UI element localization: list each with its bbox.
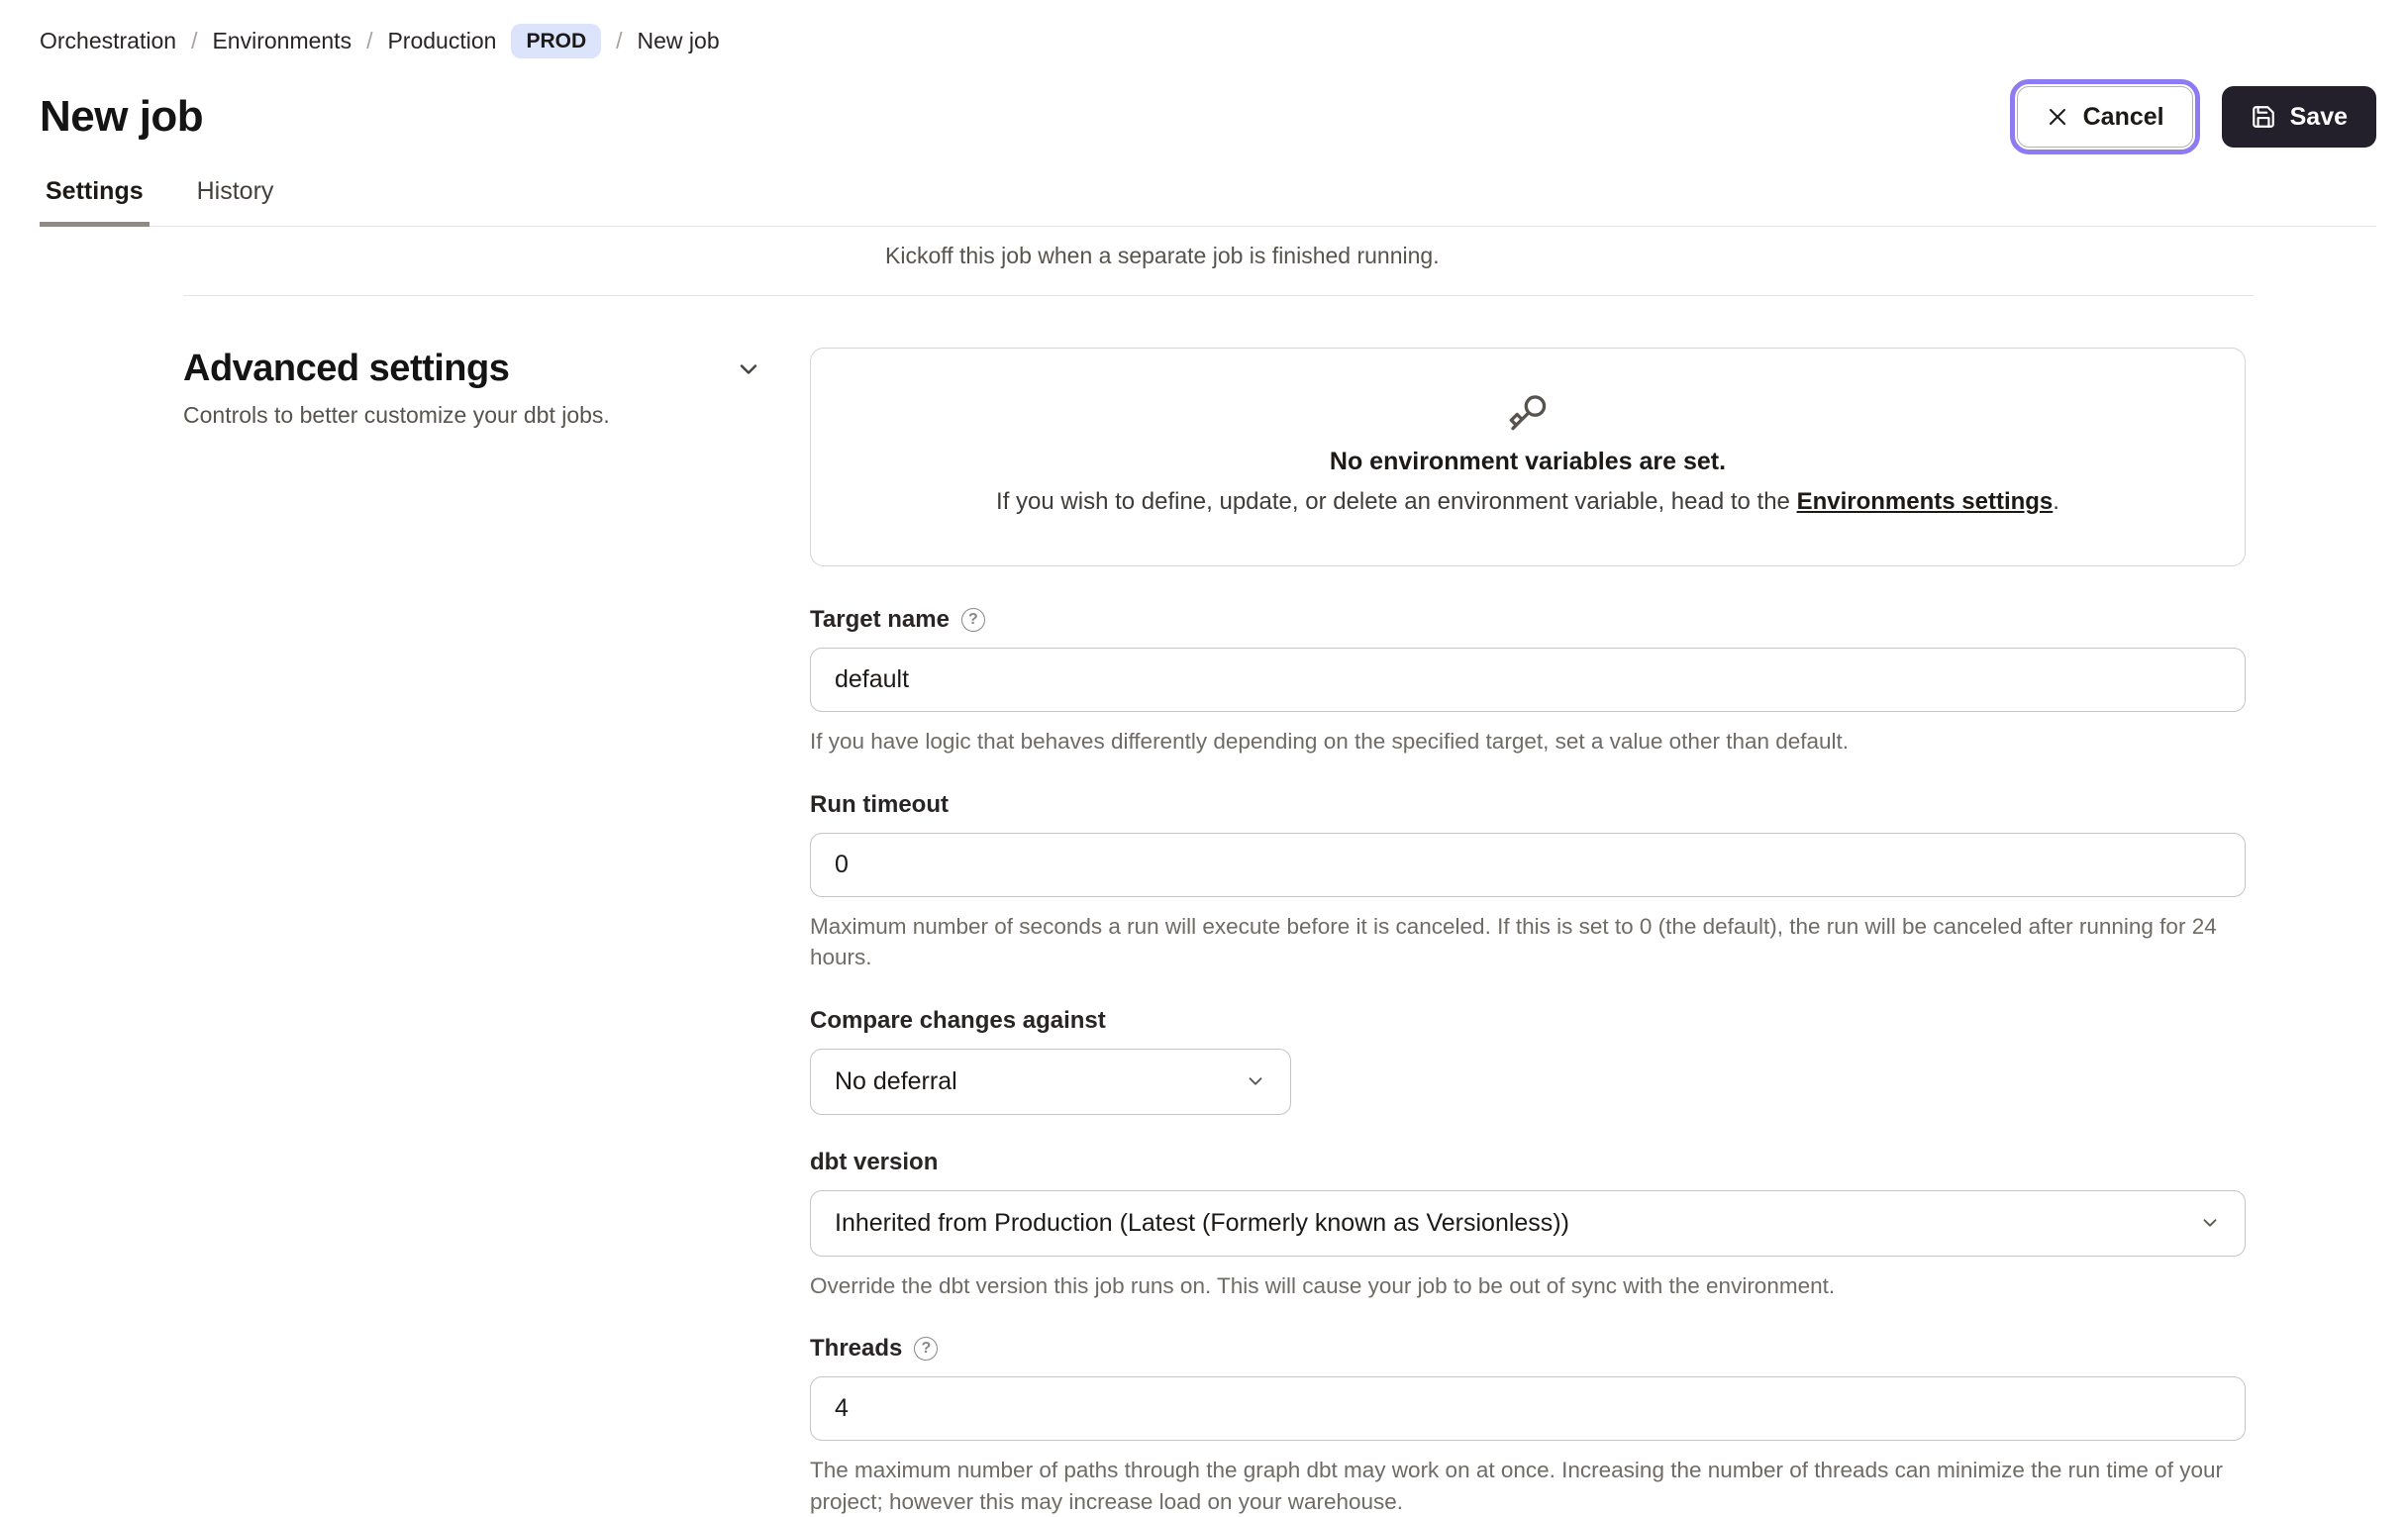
target-name-label: Target name	[810, 606, 950, 633]
breadcrumb-environments[interactable]: Environments	[212, 28, 352, 53]
chevron-down-icon	[1245, 1070, 1266, 1092]
advanced-settings-title: Advanced settings	[183, 348, 510, 389]
advanced-settings-form	[810, 348, 2246, 1517]
title-row	[40, 86, 2376, 148]
target-name-input[interactable]	[810, 648, 2246, 712]
run-timeout-help: Maximum number of seconds a run will execute before it is canceled. If this is set to 0 (the default), the run will be canceled after running for 24 hours.	[810, 913, 2217, 969]
tab-history[interactable]: History	[196, 177, 274, 205]
advanced-settings-description: Controls to better customize your dbt jobs.	[183, 402, 610, 428]
breadcrumb-separator: /	[366, 28, 373, 53]
target-name-help: If you have logic that behaves differently depending on the specified target, set a value other than default.	[810, 729, 1850, 754]
breadcrumb-separator: /	[616, 28, 623, 53]
advanced-settings-section	[183, 348, 2408, 1517]
threads-help: The maximum number of paths through the graph dbt may work on at once. Increasing the number of threads can minimize the run time of your project; however this may increase load on your warehouse.	[810, 1458, 2223, 1514]
breadcrumb-production[interactable]: Production	[387, 28, 497, 53]
settings-content	[0, 243, 2408, 1517]
dbt-version-label: dbt version	[810, 1148, 939, 1175]
threads-field-group	[810, 1335, 2246, 1517]
environments-settings-link[interactable]: Environments settings	[1796, 488, 2054, 515]
env-vars-empty-title: No environment variables are set.	[1329, 448, 1727, 475]
help-icon[interactable]: ?	[914, 1337, 938, 1361]
page-header	[0, 0, 2408, 227]
page-title: New job	[40, 92, 204, 141]
env-vars-panel	[810, 348, 2246, 566]
dbt-version-field-group	[810, 1149, 2246, 1302]
compare-changes-select[interactable]	[810, 1049, 1291, 1115]
dbt-version-help: Override the dbt version this job runs on. This will cause your job to be out of sync with the environment.	[810, 1272, 1836, 1298]
chevron-down-icon	[2199, 1212, 2221, 1234]
compare-changes-value: No deferral	[835, 1066, 957, 1095]
env-vars-message-suffix: .	[2053, 488, 2059, 515]
target-name-field-group	[810, 606, 2246, 758]
breadcrumb-current: New job	[637, 28, 720, 53]
trigger-description: Kickoff this job when a separate job is finished running.	[885, 243, 1440, 268]
dbt-version-select[interactable]	[810, 1190, 2246, 1257]
breadcrumb-orchestration[interactable]: Orchestration	[40, 28, 177, 53]
save-button[interactable]	[2222, 86, 2376, 148]
collapse-section-button[interactable]	[735, 355, 762, 383]
prod-badge: PROD	[511, 24, 601, 58]
run-timeout-input[interactable]	[810, 833, 2246, 897]
header-actions	[2017, 86, 2376, 148]
run-timeout-label: Run timeout	[810, 790, 949, 818]
key-icon	[1508, 392, 1548, 432]
section-divider	[183, 295, 2254, 296]
breadcrumb-separator: /	[191, 28, 198, 53]
cancel-button-label: Cancel	[2082, 102, 2164, 131]
save-icon	[2251, 104, 2276, 130]
run-timeout-field-group	[810, 791, 2246, 973]
save-button-label: Save	[2289, 102, 2348, 131]
compare-changes-field-group	[810, 1007, 2246, 1115]
close-icon	[2046, 105, 2069, 129]
advanced-settings-header	[183, 348, 762, 1517]
help-icon[interactable]: ?	[961, 608, 985, 632]
threads-label: Threads	[810, 1335, 903, 1362]
tab-bar	[40, 177, 2376, 227]
chevron-down-icon	[735, 355, 762, 383]
compare-changes-label: Compare changes against	[810, 1006, 1106, 1034]
cancel-button[interactable]	[2017, 86, 2193, 148]
threads-input[interactable]	[810, 1376, 2246, 1441]
dbt-version-value: Inherited from Production (Latest (Formerly known as Versionless))	[835, 1208, 1569, 1237]
env-vars-empty-message	[851, 488, 2205, 516]
env-vars-message-prefix: If you wish to define, update, or delete an environment variable, head to the	[996, 488, 1797, 515]
tab-settings[interactable]: Settings	[40, 177, 150, 227]
breadcrumb	[40, 24, 2376, 58]
